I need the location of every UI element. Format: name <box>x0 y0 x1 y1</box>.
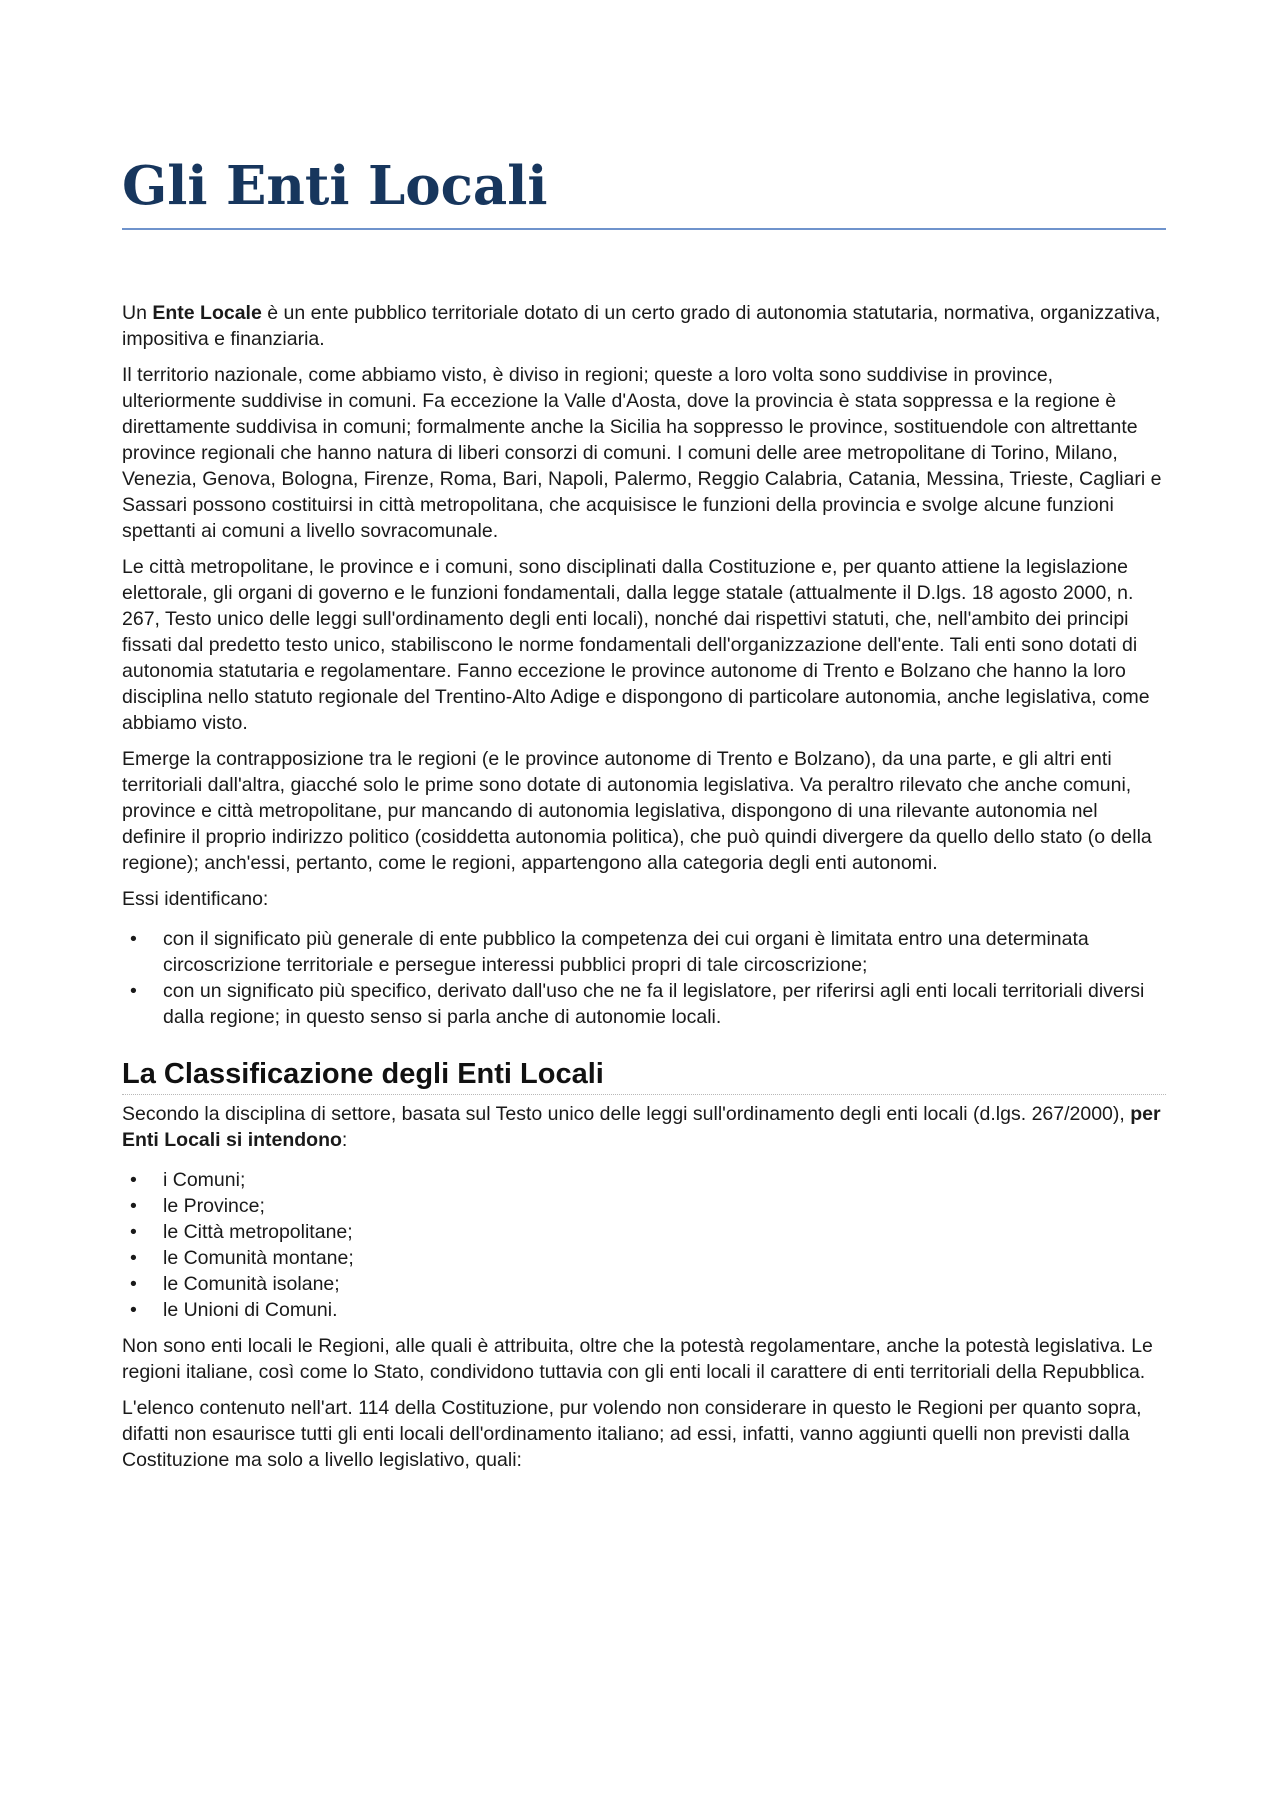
bullet-icon: • <box>130 1221 137 1243</box>
paragraph-contrapposizione: Emerge la contrapposizione tra le regioni (e le province autonome di Trento e Bolzano), da una parte, e gli altri enti territoriali dall'altra, giacché solo le prime sono dotate di autonomia legislativa. Va peraltro rilevato che anche comuni, province e città metropolitane, pur mancando di autonomia legislativa, dispongono di una rilevante autonomia nel definire il proprio indirizzo politico (cosiddetta autonomia politica), che può quindi divergere da quello dello stato (o della regione); anch'essi, pertanto, come le regioni, appartengono alla categoria degli enti autonomi. <box>122 748 1152 874</box>
list-item-text: le Province; <box>163 1195 265 1217</box>
paragraph-territorio: Il territorio nazionale, come abbiamo visto, è diviso in regioni; queste a loro volta sono suddivise in province, ulteriormente suddivise in comuni. Fa eccezione la Valle d'Aosta, dove la provincia è stata soppressa e la regione è direttamente suddivisa in comuni; formalmente anche la Sicilia ha soppresso le province, sostituendole con altrettante province regionali che hanno natura di liberi consorzi di comuni. I comuni delle aree metropolitane di Torino, Milano, Venezia, Genova, Bologna, Firenze, Roma, Bari, Napoli, Palermo, Reggio Calabria, Catania, Messina, Trieste, Cagliari e Sassari possono costituirsi in città metropolitana, che acquisisce le funzioni della provincia e svolge alcune funzioni spettanti ai comuni a livello sovracomunale. <box>122 364 1162 542</box>
bullet-icon: • <box>130 1195 137 1217</box>
bullet-icon: • <box>130 1273 137 1295</box>
paragraph-non-sono-enti-locali: Non sono enti locali le Regioni, alle quali è attribuita, oltre che la potestà regolamentare, anche la potestà legislativa. Le regioni italiane, così come lo Stato, condividono tuttavia con gli enti locali il carattere di enti territoriali della Repubblica. <box>122 1335 1153 1383</box>
section-heading-classificazione: La Classificazione degli Enti Locali <box>122 1056 1166 1095</box>
bullet-icon: • <box>130 928 137 950</box>
paragraph-citta-metropolitane: Le città metropolitane, le province e i comuni, sono disciplinati dalla Costituzione e, per quanto attiene la legislazione elettorale, gli organi di governo e le funzioni fondamentali, dalla legge statale (attualmente il D.lgs. 18 agosto 2000, n. 267, Testo unico delle leggi sull'ordinamento degli enti locali), nonché dai rispettivi statuti, che, nell'ambito dei principi fissati dal predetto testo unico, stabiliscono le norme fondamentali dell'organizzazione dell'ente. Tali enti sono dotati di autonomia statutaria e regolamentare. Fanno eccezione le province autonome di Trento e Bolzano che hanno la loro disciplina nello statuto regionale del Trentino-Alto Adige e dispongono di particolare autonomia, anche legislativa, come abbiamo visto. <box>122 556 1150 734</box>
list-item-text: le Unioni di Comuni. <box>163 1299 338 1321</box>
list-item-text: le Comunità isolane; <box>163 1273 340 1295</box>
list-item <box>122 1219 1166 1245</box>
identify-list <box>122 926 1166 1030</box>
paragraph-essi-identificano: Essi identificano: <box>122 888 269 910</box>
section2-intro-text: Secondo la disciplina di settore, basata sul Testo unico delle leggi sull'ordinamento degli enti locali (d.lgs. 267/2000), <box>122 1103 1131 1125</box>
list-item <box>122 926 1166 978</box>
section2-intro-end: : <box>341 1129 348 1151</box>
page-title: Gli Enti Locali <box>122 150 1166 230</box>
list-item <box>122 978 1166 1030</box>
list-item-text: con un significato più specifico, derivato dall'uso che ne fa il legislatore, per riferirsi agli enti locali territoriali diversi dalla regione; in questo senso si parla anche di autonomie locali. <box>163 980 1145 1028</box>
list-item <box>122 1245 1166 1271</box>
list-item <box>122 1167 1166 1193</box>
list-item-text: le Città metropolitane; <box>163 1221 353 1243</box>
intro-paragraph <box>122 300 1166 352</box>
list-item <box>122 1297 1166 1323</box>
bullet-icon: • <box>130 1169 137 1191</box>
bullet-icon: • <box>130 980 137 1002</box>
list-item <box>122 1271 1166 1297</box>
enti-locali-list <box>122 1167 1166 1323</box>
list-item-text: con il significato più generale di ente pubblico la competenza dei cui organi è limitata entro una determinata circoscrizione territoriale e persegue interessi pubblici propri di tale circoscrizione; <box>163 928 1089 976</box>
section2-intro-bold: per Enti Locali si intendono <box>122 1103 1161 1151</box>
document-page <box>122 150 1166 1483</box>
intro-prefix: Un <box>122 302 153 324</box>
section2-intro <box>122 1101 1166 1153</box>
bullet-icon: • <box>130 1247 137 1269</box>
intro-rest: è un ente pubblico territoriale dotato di un certo grado di autonomia statutaria, normativa, organizzativa, impositiva e finanziaria. <box>122 302 1161 350</box>
paragraph-elenco-art-114: L'elenco contenuto nell'art. 114 della Costituzione, pur volendo non considerare in questo le Regioni per quanto sopra, difatti non esaurisce tutti gli enti locali dell'ordinamento italiano; ad essi, infatti, vanno aggiunti quelli non previsti dalla Costituzione ma solo a livello legislativo, quali: <box>122 1397 1142 1471</box>
list-item-text: i Comuni; <box>163 1169 246 1191</box>
list-item-text: le Comunità montane; <box>163 1247 354 1269</box>
list-item <box>122 1193 1166 1219</box>
intro-bold-term: Ente Locale <box>152 302 262 324</box>
bullet-icon: • <box>130 1299 137 1321</box>
